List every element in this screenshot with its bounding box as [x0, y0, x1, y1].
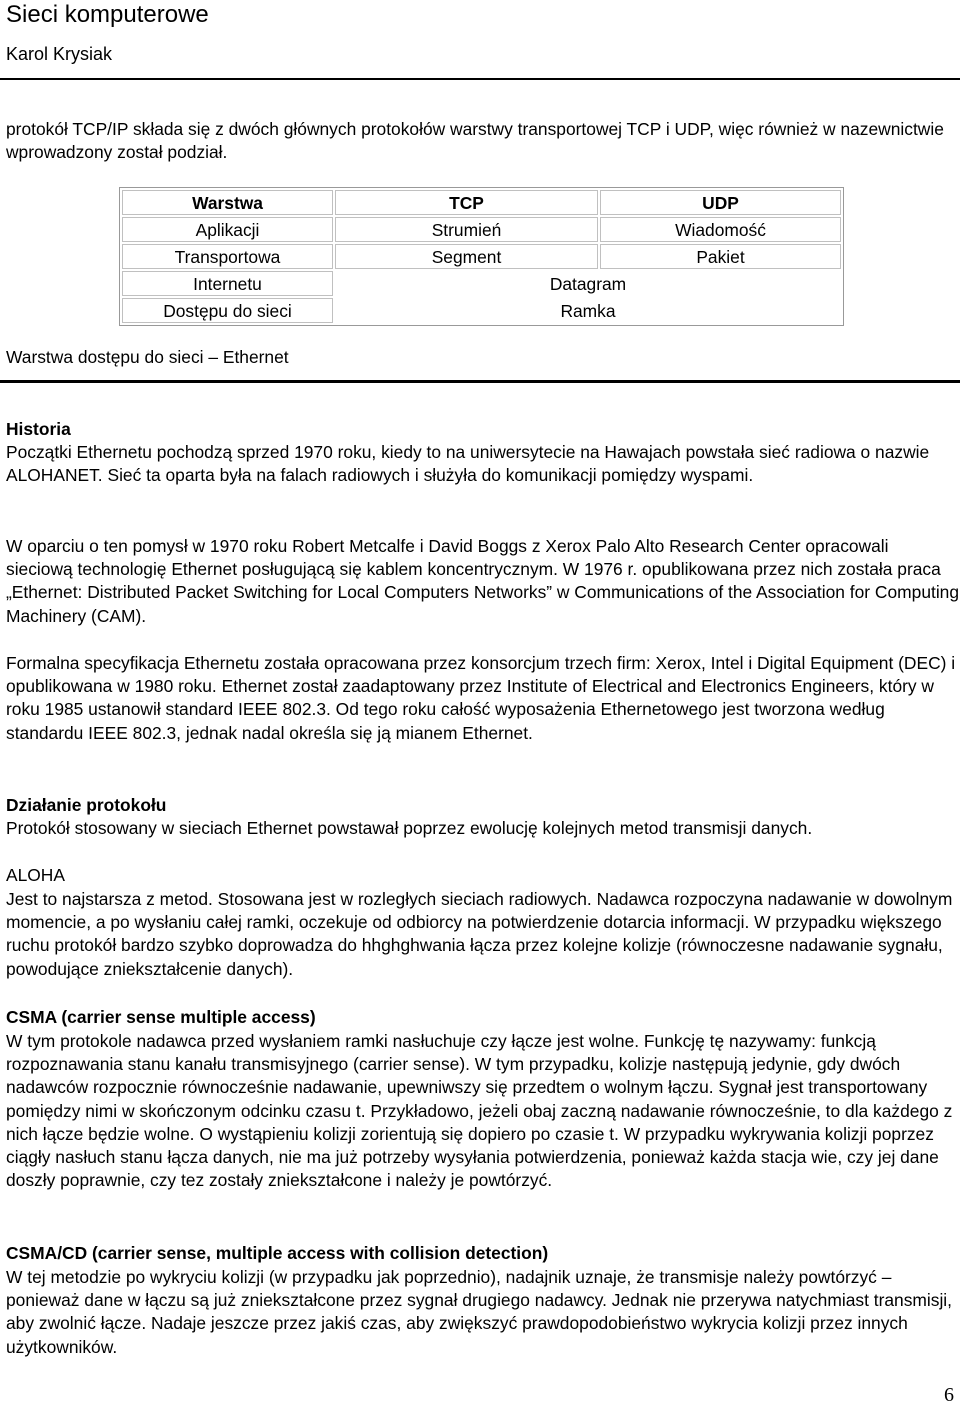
table-header-cell: UDP [600, 190, 841, 215]
historia-paragraph-1: Początki Ethernetu pochodzą sprzed 1970 roku, kiedy to na uniwersytecie na Hawajach powstała sieć radiowa o nazwie ALOHANET. Sieć ta oparta była na falach radiowych i służyła do komunikacji pomiędzy wyspami. [6, 442, 930, 486]
table-header-row [122, 190, 841, 215]
table-row [122, 298, 841, 323]
layers-table [119, 187, 844, 326]
csma-paragraph: W tym protokole nadawca przed wysłaniem ramki nasłuchuje czy łącze jest wolne. Funkcję tę nazywamy: funkcją rozpoznawania stanu kanału transmisyjnego (carrier sense). W tym przypadku, kolizje następują jedynie, gdy dwóch nadawców rozpocznie równocześnie nadawanie, upewniwszy się przedtem o wolnym łączu. Sygnał jest transportowany pomiędzy nimi w skończonym odcinku czasu t. Przykładowo, jeżeli obaj zaczną nadawanie równocześnie, to dla każdego z nich łącze będzie wolne. O wystąpieniu kolizji zorientują się dopiero po czasie t. W przypadku wykrywania kolizji poprzez ciągły nasłuch stanu łącza danych, nie ma już potrzeby wysyłania potwierdzenia, ponieważ każda stacja wie, czy jej dane doszły poprawnie, czy tez zostały zniekształcone i należy je powtórzyć. [6, 1031, 953, 1191]
table-cell: Segment [335, 244, 598, 269]
aloha-paragraph: Jest to najstarsza z metod. Stosowana jest w rozległych sieciach radiowych. Nadawca rozpoczyna nadawanie w dowolnym momencie, a po wysłaniu całej ramki, oczekuje od odbiorcy na potwierdzenie dotarcia informacji. W przypadku większego ruchu protokół bardzo szybko doprowadza do hhghghwania łącza przez kolejne kolizje (równoczesne nadawanie sygnału, powodujące zniekształcenie danych). [6, 889, 953, 979]
document-title: Sieci komputerowe [6, 1, 209, 28]
historia-paragraph-2: W oparciu o ten pomysł w 1970 roku Robert Metcalfe i David Boggs z Xerox Palo Alto Research Center opracowali sieciową technologię Ethernet posługującą się kablem koncentrycznym. W 1976 r. opublikowana przez nich została praca „Ethernet: Distributed Packet Switching for Local Computers Networks” w Communications of the Association for Computing Machinery (CAM). [6, 536, 960, 626]
aloha-heading: ALOHA [6, 865, 65, 885]
table-header-cell: Warstwa [122, 190, 333, 215]
csmacd-heading: CSMA/CD (carrier sense, multiple access with collision detection) [6, 1243, 549, 1263]
table-cell: Transportowa [122, 244, 333, 269]
section-title: Warstwa dostępu do sieci – Ethernet [6, 347, 289, 367]
header-divider [0, 78, 960, 80]
table-cell-merged: Ramka [560, 300, 616, 321]
table-cell-merged: Datagram [549, 273, 627, 294]
table-cell: Wiadomość [600, 217, 841, 242]
table-cell: Internetu [122, 271, 333, 296]
csmacd-paragraph: W tej metodzie po wykryciu kolizji (w przypadku jak poprzednio), nadajnik uznaje, że transmisje należy powtórzyć – ponieważ dane w łączu są już zniekształcone przez sygnał drugiego nadawcy. Jednak nie przerywa natychmiast transmisji, aby zwolnić łącze. Nadaje jeszcze przez jakiś czas, aby zwiększyć prawdopodobieństwo wykrycia kolizji przez innych użytkowników. [6, 1267, 953, 1357]
table-header-cell: TCP [335, 190, 598, 215]
document-author: Karol Krysiak [6, 44, 113, 64]
table-cell: Strumień [335, 217, 598, 242]
table-cell: Dostępu do sieci [122, 298, 333, 323]
table-row [122, 217, 841, 242]
intro-paragraph: protokół TCP/IP składa się z dwóch głównych protokołów warstwy transportowej TCP i UDP, więc również w nazewnictwie wprowadzony został podział. [6, 119, 944, 163]
table-row [122, 244, 841, 269]
dzialanie-heading: Działanie protokołu [6, 795, 167, 815]
csma-heading: CSMA (carrier sense multiple access) [6, 1007, 316, 1027]
dzialanie-paragraph: Protokół stosowany w sieciach Ethernet powstawał poprzez ewolucję kolejnych metod transmisji danych. [6, 818, 813, 838]
table-cell: Pakiet [600, 244, 841, 269]
section-divider [0, 380, 960, 383]
table-row [122, 271, 841, 296]
historia-heading: Historia [6, 419, 71, 439]
table-cell: Aplikacji [122, 217, 333, 242]
historia-paragraph-3: Formalna specyfikacja Ethernetu została opracowana przez konsorcjum trzech firm: Xerox, Intel i Digital Equipment (DEC) i opublikowana w 1980 roku. Ethernet został zaadaptowany przez Institute of Electrical and Electronics Engineers, który w roku 1985 ustanowił standard IEEE 802.3. Od tego roku całość wyposażenia Ethernetowego jest tworzona według standardu IEEE 802.3, jednak nadal określa się ją mianem Ethernet. [6, 653, 956, 743]
page-number: 6 [944, 1384, 954, 1406]
